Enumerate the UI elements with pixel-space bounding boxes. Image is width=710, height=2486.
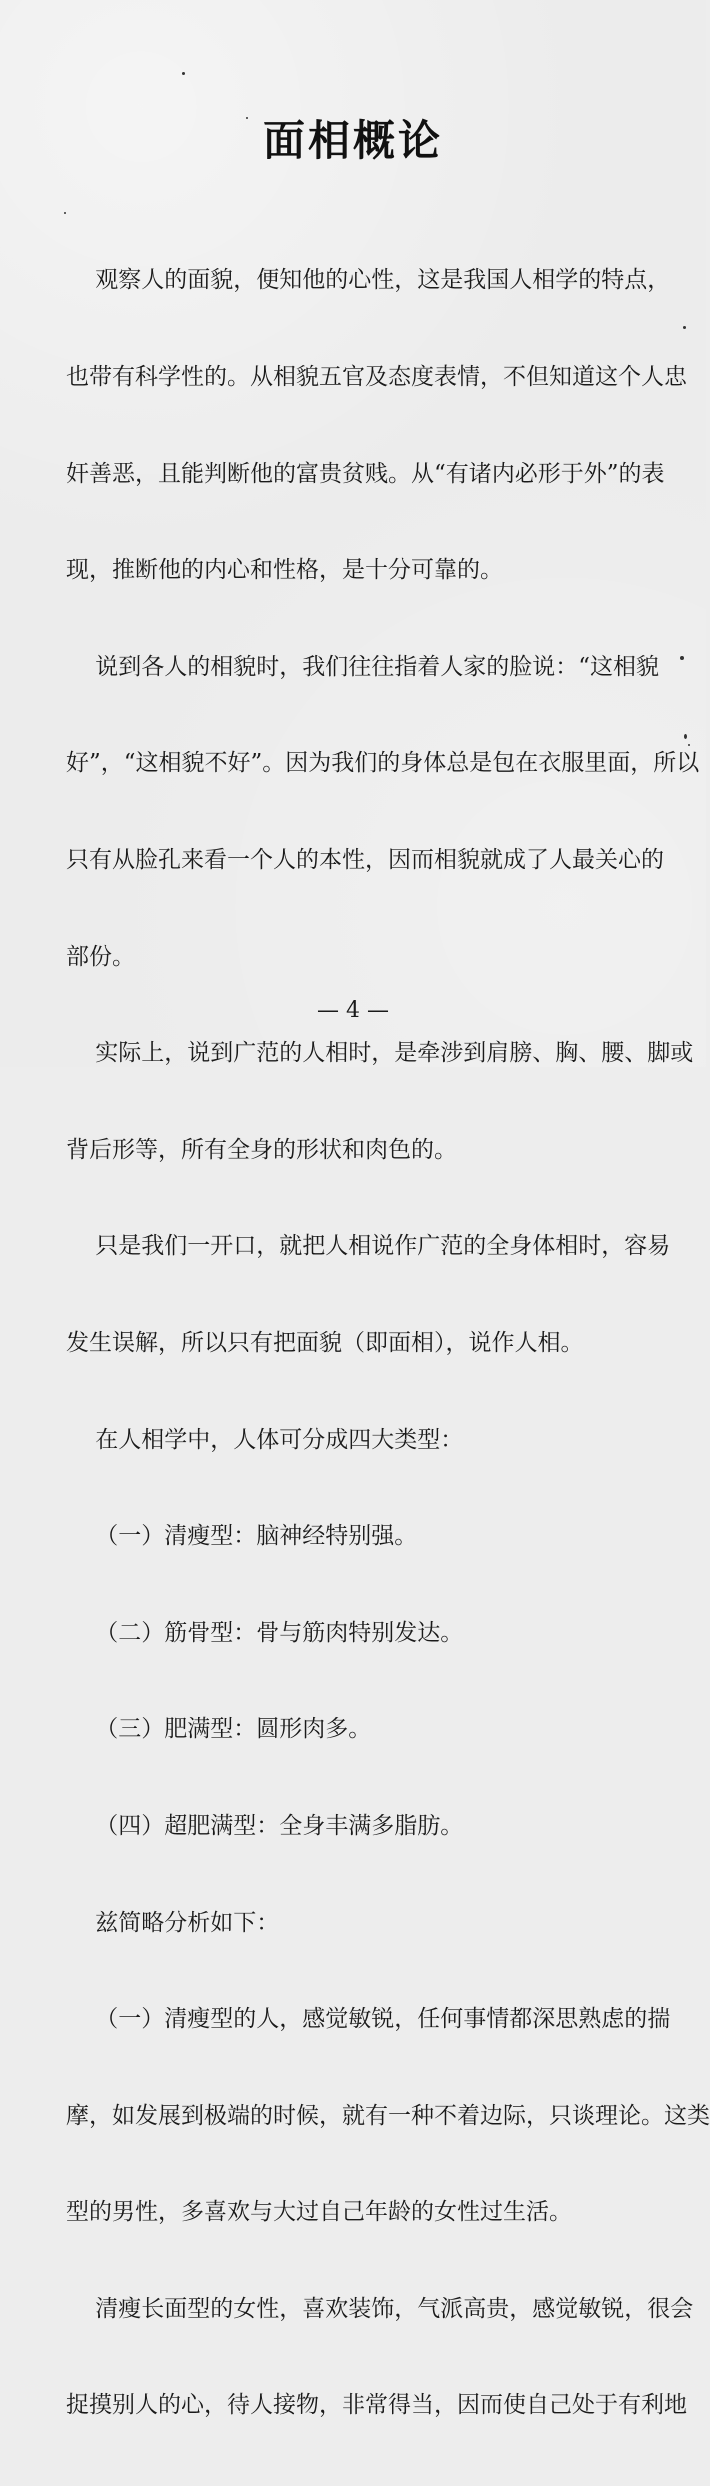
text-line: 清瘦长面型的女性，喜欢装饰，气派高贵，感觉敏锐，很会 xyxy=(66,2295,694,2322)
text-line: 奸善恶，且能判断他的富贵贫贱。从“有诸内必形于外”的表 xyxy=(66,460,665,487)
text-line: 观察人的面貌，便知他的心性，这是我国人相学的特点， xyxy=(66,267,671,294)
text-line: 只有从脸孔来看一个人的本性，因而相貌就成了人最关心的 xyxy=(66,846,664,873)
text-line: 发生误解，所以只有把面貌（即面相），说作人相。 xyxy=(66,1329,584,1356)
text-line: 型的男性，多喜欢与大过自己年龄的女性过生活。 xyxy=(66,2199,572,2226)
text-line: 也带有科学性的。从相貌五官及态度表情，不但知道这个人忠 xyxy=(66,364,687,390)
text-line: （一）清瘦型：脑神经特别强。 xyxy=(66,1523,418,1550)
text-line: 捉摸别人的心，待人接物，非常得当，因而使自己处于有利地 xyxy=(66,2392,687,2419)
text-line: 兹简略分析如下： xyxy=(66,1909,280,1936)
print-speck xyxy=(688,744,690,746)
text-line: 说到各人的相貌时，我们往往指着人家的脸说：“这相貌 xyxy=(66,653,660,680)
print-speck xyxy=(683,326,686,329)
text-line: 现，推断他的内心和性格，是十分可靠的。 xyxy=(66,557,503,584)
page-number: — 4 — xyxy=(317,998,389,1023)
print-speck xyxy=(246,117,248,119)
text-line: 在人相学中，人体可分成四大类型： xyxy=(66,1426,464,1453)
print-speck xyxy=(680,656,684,660)
body-text xyxy=(66,200,710,2486)
text-line: （一）清瘦型的人，感觉敏锐，任何事情都深思熟虑的揣 xyxy=(66,2006,671,2033)
text-line: 实际上，说到广范的人相时，是牵涉到肩膀、胸、腰、脚或 xyxy=(66,1040,694,1067)
page-title: 面相概论 xyxy=(262,116,443,165)
text-line: 背后形等，所有全身的形状和肉色的。 xyxy=(66,1136,457,1163)
text-line: 部份。 xyxy=(66,943,135,970)
text-line: 只是我们一开口，就把人相说作广范的全身体相时，容易 xyxy=(66,1233,671,1260)
text-line: （三）肥满型：圆形肉多。 xyxy=(66,1716,372,1743)
text-line: 摩，如发展到极端的时候，就有一种不着边际，只谈理论。这类 xyxy=(66,2102,710,2129)
print-speck xyxy=(684,734,687,739)
text-line: 好”，“这相貌不好”。因为我们的身体总是包在衣服里面，所以 xyxy=(66,750,700,777)
print-speck xyxy=(64,212,66,214)
text-line: （二）筋骨型：骨与筋肉特别发达。 xyxy=(66,1619,464,1646)
text-line: （四）超肥满型：全身丰满多脂肪。 xyxy=(66,1812,464,1839)
print-speck xyxy=(182,72,185,75)
